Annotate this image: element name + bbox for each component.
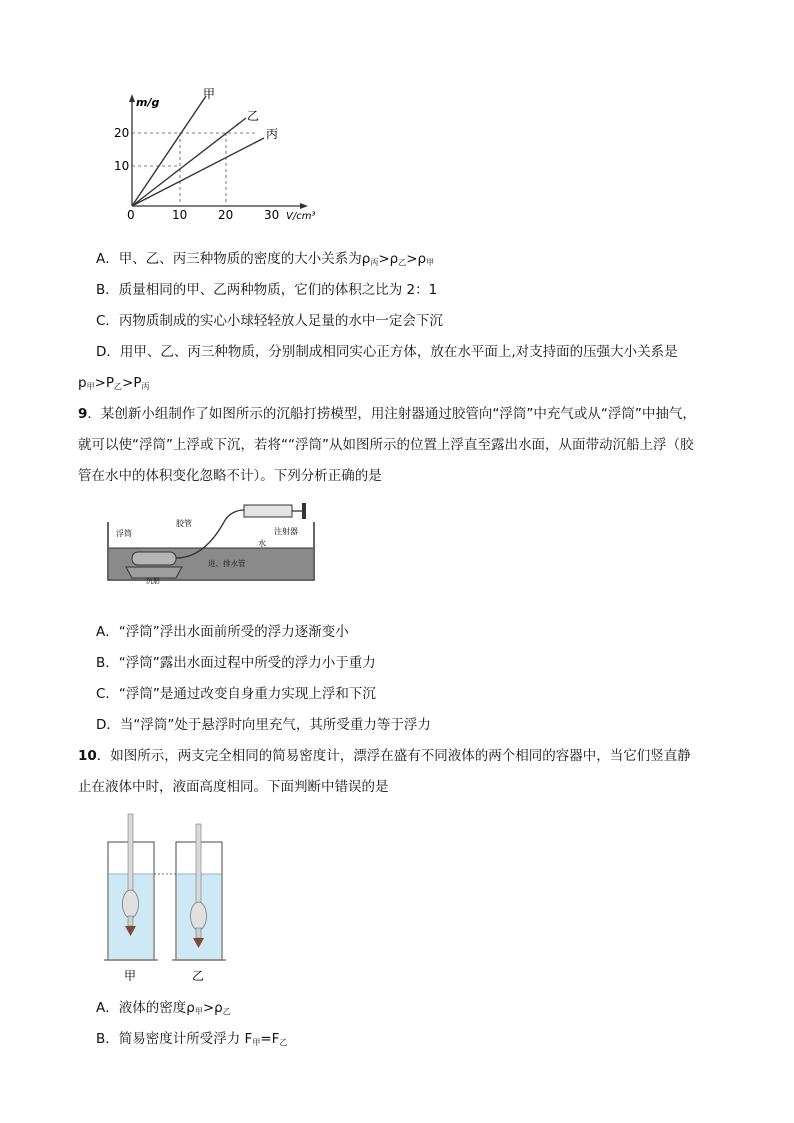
- label-syringe: 注射器: [274, 527, 298, 536]
- q8-option-b: B．质量相同的甲、乙两种物质，它们的体积之比为 2：1: [96, 282, 438, 298]
- mass-volume-graph: [106, 86, 336, 226]
- series-label-jia: 甲: [203, 87, 216, 101]
- label-yi: 乙: [192, 969, 205, 983]
- series-label-bing: 丙: [266, 127, 279, 141]
- label-water: 水: [258, 539, 266, 548]
- label-float: 浮筒: [116, 529, 132, 538]
- q8-option-a: A．甲、乙、丙三种物质的密度的大小关系为$\rho_丙>\rho_乙>\rho_甲$: [96, 251, 435, 267]
- hydrometer-figure: [100, 812, 230, 988]
- q8-option-d-line1: D．用甲、乙、丙三种物质，分别制成相同实心正方体，放在水平面上,对支持面的压强大小关系是: [96, 344, 678, 360]
- label-drain: 进、排水管: [208, 559, 246, 568]
- q9-option-d: D．当“浮筒”处于悬浮时向里充气，其所受重力等于浮力: [96, 717, 431, 733]
- q9-stem-line1: 9．某创新小组制作了如图所示的沉船打捞模型，用注射器通过胶管向“浮筒”中充气或从“浮筒”中抽气，: [78, 406, 696, 422]
- q10-stem-line2: 止在液体中时，液面高度相同。下面判断中错误的是: [78, 779, 389, 795]
- x-axis-label: V/cm³: [286, 211, 316, 222]
- q10-stem-line1: 10．如图所示，两支完全相同的简易密度计，漂浮在盛有不同液体的两个相同的容器中，当它们竖直静: [78, 748, 691, 764]
- q8-option-c: C．丙物质制成的实心小球轻轻放人足量的水中一定会下沉: [96, 313, 443, 329]
- q9-stem-line2: 就可以使“浮筒”上浮或下沉，若将““浮筒”从如图所示的位置上浮直至露出水面，从面带动沉船上浮（胶: [78, 437, 694, 453]
- y-axis-label: m/g: [136, 96, 160, 109]
- q9-option-b: B．“浮筒”露出水面过程中所受的浮力小于重力: [96, 655, 376, 671]
- q9-stem-line3: 管在水中的体积变化忽略不计）。下列分析正确的是: [78, 468, 382, 484]
- y-tick-10: 10: [114, 159, 130, 173]
- salvage-model-figure: [104, 500, 318, 584]
- series-label-yi: 乙: [247, 109, 260, 123]
- q10-option-a: A．液体的密度$\rho_甲>\rho_乙$: [96, 1000, 231, 1016]
- x-tick-10: 10: [172, 208, 188, 222]
- q8-option-d-line2: $p_甲>P_乙>P_丙$: [78, 375, 150, 391]
- x-tick-0: 0: [127, 208, 135, 222]
- q9-option-c: C．“浮筒”是通过改变自身重力实现上浮和下沉: [96, 686, 376, 702]
- q10-option-b: B．简易密度计所受浮力 $F_甲=F_乙$: [96, 1031, 288, 1047]
- y-tick-20: 20: [114, 126, 130, 140]
- label-ship: 沉船: [146, 577, 160, 584]
- x-tick-20: 20: [218, 208, 234, 222]
- label-jia: 甲: [124, 969, 137, 983]
- x-tick-30: 30: [264, 208, 280, 222]
- q9-option-a: A．“浮筒”浮出水面前所受的浮力逐渐变小: [96, 624, 349, 640]
- label-hose: 胶管: [176, 519, 192, 528]
